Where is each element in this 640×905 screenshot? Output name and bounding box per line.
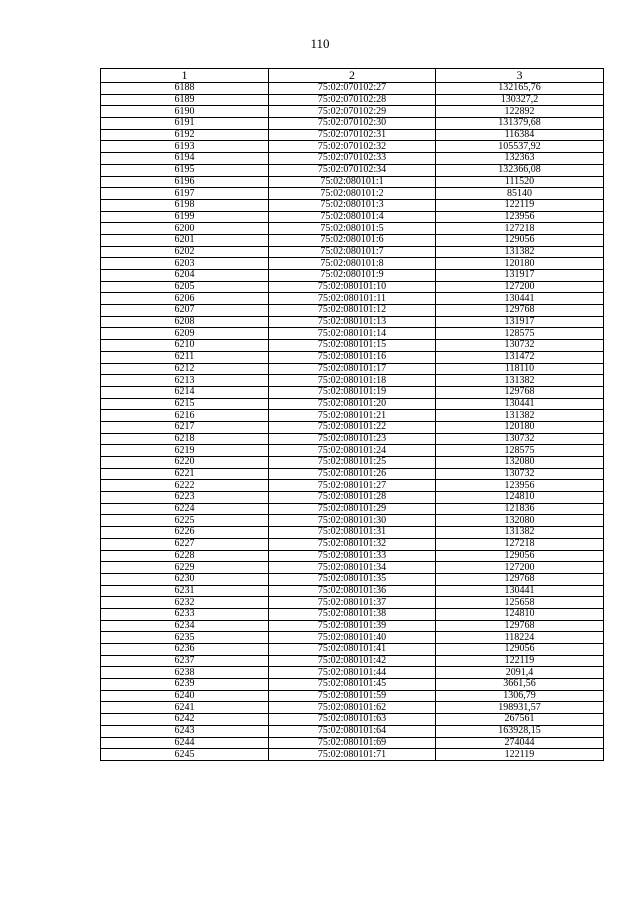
cadastral-number-cell: 75:02:080101:62 <box>269 702 436 714</box>
value-cell: 131917 <box>436 270 604 282</box>
value-cell: 120180 <box>436 258 604 270</box>
value-cell: 129768 <box>436 573 604 585</box>
row-number-cell: 6209 <box>101 328 269 340</box>
value-cell: 132080 <box>436 457 604 469</box>
value-cell: 123956 <box>436 211 604 223</box>
row-number-cell: 6238 <box>101 667 269 679</box>
cadastral-number-cell: 75:02:080101:25 <box>269 457 436 469</box>
table-row <box>101 211 604 223</box>
column-header-3: 3 <box>436 69 604 83</box>
cadastral-number-cell: 75:02:080101:32 <box>269 538 436 550</box>
row-number-cell: 6239 <box>101 679 269 691</box>
cadastral-number-cell: 75:02:080101:29 <box>269 503 436 515</box>
cadastral-number-cell: 75:02:080101:27 <box>269 480 436 492</box>
value-cell: 129768 <box>436 620 604 632</box>
cadastral-number-cell: 75:02:080101:42 <box>269 655 436 667</box>
row-number-cell: 6219 <box>101 445 269 457</box>
row-number-cell: 6242 <box>101 714 269 726</box>
cadastral-number-cell: 75:02:080101:71 <box>269 749 436 761</box>
table-row <box>101 281 604 293</box>
row-number-cell: 6245 <box>101 749 269 761</box>
row-number-cell: 6240 <box>101 690 269 702</box>
cadastral-number-cell: 75:02:080101:21 <box>269 410 436 422</box>
cadastral-number-cell: 75:02:080101:12 <box>269 305 436 317</box>
cadastral-number-cell: 75:02:080101:64 <box>269 725 436 737</box>
table-row <box>101 398 604 410</box>
value-cell: 130732 <box>436 468 604 480</box>
table-row <box>101 141 604 153</box>
table-row <box>101 702 604 714</box>
cadastral-number-cell: 75:02:080101:18 <box>269 375 436 387</box>
cadastral-number-cell: 75:02:080101:11 <box>269 293 436 305</box>
table-row <box>101 94 604 106</box>
row-number-cell: 6206 <box>101 293 269 305</box>
row-number-cell: 6225 <box>101 515 269 527</box>
row-number-cell: 6223 <box>101 492 269 504</box>
row-number-cell: 6241 <box>101 702 269 714</box>
cadastral-number-cell: 75:02:080101:5 <box>269 223 436 235</box>
cadastral-number-cell: 75:02:080101:38 <box>269 608 436 620</box>
value-cell: 116384 <box>436 129 604 141</box>
table-row <box>101 340 604 352</box>
cadastral-number-cell: 75:02:080101:28 <box>269 492 436 504</box>
value-cell: 130441 <box>436 398 604 410</box>
data-table <box>100 68 604 761</box>
table-row <box>101 421 604 433</box>
table-row <box>101 515 604 527</box>
row-number-cell: 6204 <box>101 270 269 282</box>
cadastral-number-cell: 75:02:080101:6 <box>269 234 436 246</box>
table-row <box>101 316 604 328</box>
row-number-cell: 6232 <box>101 597 269 609</box>
cadastral-number-cell: 75:02:080101:39 <box>269 620 436 632</box>
row-number-cell: 6198 <box>101 199 269 211</box>
table-row <box>101 562 604 574</box>
cadastral-number-cell: 75:02:070102:28 <box>269 94 436 106</box>
value-cell: 122119 <box>436 199 604 211</box>
row-number-cell: 6202 <box>101 246 269 258</box>
cadastral-number-cell: 75:02:080101:36 <box>269 585 436 597</box>
table-row <box>101 305 604 317</box>
cadastral-number-cell: 75:02:080101:40 <box>269 632 436 644</box>
table-row <box>101 375 604 387</box>
cadastral-number-cell: 75:02:080101:13 <box>269 316 436 328</box>
value-cell: 129768 <box>436 305 604 317</box>
row-number-cell: 6196 <box>101 176 269 188</box>
row-number-cell: 6203 <box>101 258 269 270</box>
table-row <box>101 410 604 422</box>
cadastral-number-cell: 75:02:080101:7 <box>269 246 436 258</box>
value-cell: 130441 <box>436 585 604 597</box>
row-number-cell: 6207 <box>101 305 269 317</box>
cadastral-number-cell: 75:02:080101:69 <box>269 737 436 749</box>
value-cell: 131382 <box>436 410 604 422</box>
table-row <box>101 153 604 165</box>
value-cell: 132363 <box>436 153 604 165</box>
value-cell: 129056 <box>436 234 604 246</box>
value-cell: 130732 <box>436 340 604 352</box>
row-number-cell: 6205 <box>101 281 269 293</box>
row-number-cell: 6233 <box>101 608 269 620</box>
value-cell: 130327,2 <box>436 94 604 106</box>
value-cell: 132366,08 <box>436 164 604 176</box>
value-cell: 129768 <box>436 386 604 398</box>
cadastral-number-cell: 75:02:080101:17 <box>269 363 436 375</box>
row-number-cell: 6221 <box>101 468 269 480</box>
row-number-cell: 6215 <box>101 398 269 410</box>
table-row <box>101 293 604 305</box>
row-number-cell: 6234 <box>101 620 269 632</box>
value-cell: 127200 <box>436 281 604 293</box>
cadastral-number-cell: 75:02:080101:14 <box>269 328 436 340</box>
table-row <box>101 538 604 550</box>
cadastral-number-cell: 75:02:070102:30 <box>269 118 436 130</box>
table-row <box>101 749 604 761</box>
table-row <box>101 679 604 691</box>
row-number-cell: 6195 <box>101 164 269 176</box>
cadastral-number-cell: 75:02:080101:44 <box>269 667 436 679</box>
cadastral-number-cell: 75:02:080101:26 <box>269 468 436 480</box>
cadastral-number-cell: 75:02:070102:29 <box>269 106 436 118</box>
value-cell: 111520 <box>436 176 604 188</box>
value-cell: 118110 <box>436 363 604 375</box>
row-number-cell: 6230 <box>101 573 269 585</box>
value-cell: 131379,68 <box>436 118 604 130</box>
table-row <box>101 445 604 457</box>
row-number-cell: 6228 <box>101 550 269 562</box>
table-row <box>101 480 604 492</box>
cadastral-number-cell: 75:02:080101:59 <box>269 690 436 702</box>
table-row <box>101 363 604 375</box>
table-row <box>101 597 604 609</box>
cadastral-number-cell: 75:02:080101:4 <box>269 211 436 223</box>
table-row <box>101 457 604 469</box>
value-cell: 127200 <box>436 562 604 574</box>
row-number-cell: 6220 <box>101 457 269 469</box>
table-row <box>101 223 604 235</box>
value-cell: 122119 <box>436 749 604 761</box>
row-number-cell: 6191 <box>101 118 269 130</box>
table-row <box>101 503 604 515</box>
cadastral-number-cell: 75:02:070102:33 <box>269 153 436 165</box>
value-cell: 131917 <box>436 316 604 328</box>
cadastral-number-cell: 75:02:070102:32 <box>269 141 436 153</box>
cadastral-number-cell: 75:02:070102:31 <box>269 129 436 141</box>
row-number-cell: 6243 <box>101 725 269 737</box>
table-row <box>101 328 604 340</box>
table-body <box>101 83 604 761</box>
value-cell: 128575 <box>436 328 604 340</box>
table-row <box>101 129 604 141</box>
cadastral-number-cell: 75:02:080101:23 <box>269 433 436 445</box>
table-row <box>101 164 604 176</box>
value-cell: 121836 <box>436 503 604 515</box>
table-row <box>101 714 604 726</box>
row-number-cell: 6193 <box>101 141 269 153</box>
row-number-cell: 6197 <box>101 188 269 200</box>
table-row <box>101 632 604 644</box>
cadastral-number-cell: 75:02:080101:24 <box>269 445 436 457</box>
table-row <box>101 585 604 597</box>
row-number-cell: 6213 <box>101 375 269 387</box>
cadastral-number-cell: 75:02:080101:34 <box>269 562 436 574</box>
cadastral-number-cell: 75:02:080101:63 <box>269 714 436 726</box>
row-number-cell: 6201 <box>101 234 269 246</box>
row-number-cell: 6226 <box>101 527 269 539</box>
table-row <box>101 258 604 270</box>
table-row <box>101 106 604 118</box>
row-number-cell: 6244 <box>101 737 269 749</box>
value-cell: 132080 <box>436 515 604 527</box>
row-number-cell: 6216 <box>101 410 269 422</box>
row-number-cell: 6208 <box>101 316 269 328</box>
table-row <box>101 527 604 539</box>
table-row <box>101 270 604 282</box>
table-row <box>101 644 604 656</box>
row-number-cell: 6210 <box>101 340 269 352</box>
cadastral-number-cell: 75:02:080101:1 <box>269 176 436 188</box>
value-cell: 131382 <box>436 375 604 387</box>
table-row <box>101 433 604 445</box>
cadastral-number-cell: 75:02:080101:16 <box>269 351 436 363</box>
row-number-cell: 6214 <box>101 386 269 398</box>
cadastral-number-cell: 75:02:080101:45 <box>269 679 436 691</box>
value-cell: 124810 <box>436 608 604 620</box>
table-row <box>101 620 604 632</box>
row-number-cell: 6190 <box>101 106 269 118</box>
value-cell: 122892 <box>436 106 604 118</box>
row-number-cell: 6189 <box>101 94 269 106</box>
value-cell: 128575 <box>436 445 604 457</box>
value-cell: 267561 <box>436 714 604 726</box>
value-cell: 130732 <box>436 433 604 445</box>
row-number-cell: 6222 <box>101 480 269 492</box>
table-row <box>101 351 604 363</box>
cadastral-number-cell: 75:02:080101:30 <box>269 515 436 527</box>
value-cell: 120180 <box>436 421 604 433</box>
cadastral-number-cell: 75:02:080101:8 <box>269 258 436 270</box>
cadastral-number-cell: 75:02:080101:15 <box>269 340 436 352</box>
value-cell: 122119 <box>436 655 604 667</box>
table-row <box>101 725 604 737</box>
value-cell: 274044 <box>436 737 604 749</box>
value-cell: 85140 <box>436 188 604 200</box>
row-number-cell: 6218 <box>101 433 269 445</box>
value-cell: 163928,15 <box>436 725 604 737</box>
value-cell: 131472 <box>436 351 604 363</box>
table-row <box>101 608 604 620</box>
table-row <box>101 199 604 211</box>
row-number-cell: 6229 <box>101 562 269 574</box>
value-cell: 198931,57 <box>436 702 604 714</box>
row-number-cell: 6194 <box>101 153 269 165</box>
table-row <box>101 573 604 585</box>
table-row <box>101 737 604 749</box>
row-number-cell: 6235 <box>101 632 269 644</box>
table-row <box>101 667 604 679</box>
table-row <box>101 188 604 200</box>
row-number-cell: 6224 <box>101 503 269 515</box>
table-header-row <box>101 69 604 83</box>
row-number-cell: 6192 <box>101 129 269 141</box>
row-number-cell: 6217 <box>101 421 269 433</box>
table-row <box>101 118 604 130</box>
table-row <box>101 176 604 188</box>
page-number: 110 <box>310 36 330 51</box>
row-number-cell: 6227 <box>101 538 269 550</box>
cadastral-number-cell: 75:02:080101:37 <box>269 597 436 609</box>
value-cell: 131382 <box>436 527 604 539</box>
cadastral-number-cell: 75:02:080101:2 <box>269 188 436 200</box>
cadastral-number-cell: 75:02:080101:3 <box>269 199 436 211</box>
value-cell: 129056 <box>436 644 604 656</box>
table-row <box>101 655 604 667</box>
table-row <box>101 468 604 480</box>
value-cell: 124810 <box>436 492 604 504</box>
cadastral-number-cell: 75:02:080101:20 <box>269 398 436 410</box>
value-cell: 118224 <box>436 632 604 644</box>
value-cell: 127218 <box>436 223 604 235</box>
value-cell: 3661,56 <box>436 679 604 691</box>
row-number-cell: 6200 <box>101 223 269 235</box>
cadastral-number-cell: 75:02:080101:10 <box>269 281 436 293</box>
value-cell: 129056 <box>436 550 604 562</box>
value-cell: 127218 <box>436 538 604 550</box>
row-number-cell: 6199 <box>101 211 269 223</box>
cadastral-number-cell: 75:02:080101:35 <box>269 573 436 585</box>
value-cell: 132165,76 <box>436 83 604 95</box>
cadastral-number-cell: 75:02:080101:41 <box>269 644 436 656</box>
value-cell: 131382 <box>436 246 604 258</box>
value-cell: 2091,4 <box>436 667 604 679</box>
table-row <box>101 550 604 562</box>
cadastral-number-cell: 75:02:080101:22 <box>269 421 436 433</box>
table-row <box>101 386 604 398</box>
cadastral-number-cell: 75:02:080101:33 <box>269 550 436 562</box>
row-number-cell: 6188 <box>101 83 269 95</box>
row-number-cell: 6237 <box>101 655 269 667</box>
row-number-cell: 6231 <box>101 585 269 597</box>
column-header-2: 2 <box>269 69 436 83</box>
value-cell: 125658 <box>436 597 604 609</box>
table-row <box>101 246 604 258</box>
cadastral-number-cell: 75:02:070102:27 <box>269 83 436 95</box>
row-number-cell: 6212 <box>101 363 269 375</box>
table-row <box>101 690 604 702</box>
value-cell: 123956 <box>436 480 604 492</box>
table-row <box>101 492 604 504</box>
table-row <box>101 234 604 246</box>
value-cell: 105537,92 <box>436 141 604 153</box>
value-cell: 130441 <box>436 293 604 305</box>
row-number-cell: 6236 <box>101 644 269 656</box>
cadastral-number-cell: 75:02:080101:9 <box>269 270 436 282</box>
value-cell: 1306,79 <box>436 690 604 702</box>
row-number-cell: 6211 <box>101 351 269 363</box>
column-header-1: 1 <box>101 69 269 83</box>
cadastral-number-cell: 75:02:080101:19 <box>269 386 436 398</box>
cadastral-number-cell: 75:02:080101:31 <box>269 527 436 539</box>
cadastral-number-cell: 75:02:070102:34 <box>269 164 436 176</box>
table-row <box>101 83 604 95</box>
